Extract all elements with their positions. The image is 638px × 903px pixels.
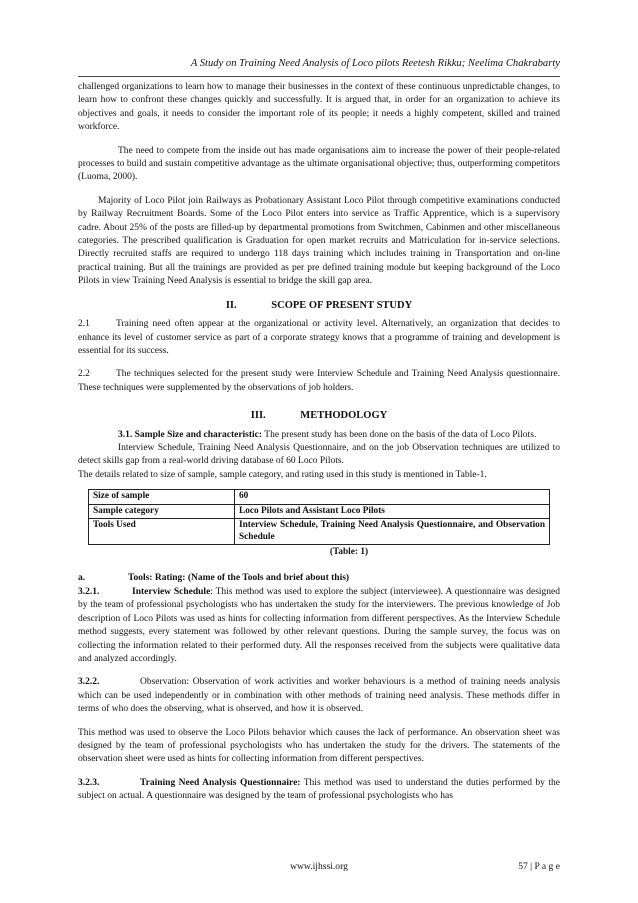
subsection-label: 3.2.2. xyxy=(78,677,100,688)
sample-table xyxy=(88,489,550,545)
table-cell-key: Sample category xyxy=(89,504,235,519)
table-row xyxy=(89,504,550,519)
footer-page-number: 57 | P a g e xyxy=(518,861,560,872)
paragraph-intro: challenged organizations to learn how to manage their businesses in the context of these continuous unpredictable changes, to learn how to confront these changes quickly and successfully. It is argued that, in order for an organization to achieve its objectives and goals, it needs to consider the important role of its people; it needs a highly competent, skilled and trained workforce. xyxy=(78,82,560,133)
tools-heading xyxy=(78,572,560,585)
subsection-text: This method was used to understand the duties performed by the subject on actual. A questionnaire was designed by the team of professional psychologists who has xyxy=(78,777,560,802)
tools-label: a. xyxy=(78,572,86,583)
item-text: Training need often appear at the organizational or activity level. Alternatively, an organization that decides to enhance its level of customer service as part of a corporate strategy knows that a programme of training and development is essential for its success. xyxy=(78,319,560,356)
subsection-title: Training Need Analysis Questionnaire: xyxy=(140,777,301,788)
methodology-tools-line: Interview Schedule, Training Need Analysis Questionnaire, and on the job Observation techniques are utilized to detect skills gap from a real-world driving database of 60 Loco Pilots. xyxy=(78,442,560,467)
subsection-title: Interview Schedule xyxy=(132,586,211,597)
item-text: The techniques selected for the present study were Interview Schedule and Training Need Analysis questionnaire. These techniques were supplemented by the observations of job holders. xyxy=(78,369,560,393)
subsection-3-1 xyxy=(78,429,560,442)
footer-website: www.ijhssi.org xyxy=(290,861,348,872)
running-header: A Study on Training Need Analysis of Loco pilots Reetesh Rikku; Neelima Chakrabarty xyxy=(190,58,560,69)
section-heading-methodology xyxy=(78,409,560,422)
subsection-text: The present study has been done on the basis of the data of Loco Pilots. xyxy=(262,429,537,440)
tools-title: Tools: Rating: (Name of the Tools and brief about this) xyxy=(128,572,350,583)
header-divider xyxy=(78,76,560,77)
subsection-label: 3.2.3. xyxy=(78,777,100,788)
section-heading-scope xyxy=(78,299,560,312)
subsection-3-2-3 xyxy=(78,777,560,804)
table-cell-value: Loco Pilots and Assistant Loco Pilots xyxy=(235,504,550,519)
table-cell-value: 60 xyxy=(235,490,550,505)
paragraph-loco-pilot: Majority of Loco Pilot join Railways as Probationary Assistant Loco Pilot through competitive examinations conducted by Railway Recruitment Boards. Some of the Loco Pilot enters into service as Traffic Apprentice, which is a supervisory cadre. About 25% of the posts are filled-up by departmental promotions from Switchmen, Cabinmen and other miscellaneous categories. The prescribed qualification is Graduation for open market recruits and Matriculation for in-service selections. Directly recruited staffs are required to undergo 118 days training which includes training in Transportation and on-line practical training. But all the trainings are provided as per pre defined training module but keeping background of the Loco Pilots in view Training Need Analysis is essential to bridge the skill gap area. xyxy=(78,195,560,287)
scope-item-2-1 xyxy=(78,318,560,358)
table-row xyxy=(89,519,550,545)
scope-item-2-2 xyxy=(78,368,560,395)
section-number: II. xyxy=(225,299,237,311)
subsection-3-2-2 xyxy=(78,676,560,716)
section-number: III. xyxy=(250,410,266,422)
table-cell-key: Tools Used xyxy=(89,519,235,545)
methodology-table-ref: The details related to size of sample, sample category, and rating used in this study is mentioned in Table-1. xyxy=(78,469,487,480)
table-row xyxy=(89,490,550,505)
item-label: 2.1 xyxy=(78,319,90,330)
table-caption: (Table: 1) xyxy=(329,547,369,558)
table-cell-key: Size of sample xyxy=(89,490,235,505)
item-label: 2.2 xyxy=(78,369,90,380)
subsection-text: Observation: Observation of work activities and worker behaviours is a method of training needs analysis which can be used independently or in combination with other methods of training need analysis. These methods differ in terms of who does the observing, what is observed, and how it is observed. xyxy=(78,677,560,715)
subsection-label: 3.1. Sample Size and characteristic: xyxy=(118,429,263,440)
section-title: METHODOLOGY xyxy=(300,410,388,422)
subsection-text: : This method was used to explore the subject (interviewee). A questionnaire was designed by the team of professional psychologists who has undertaken the study for the interviewers. The previous knowledge of Job description of Loco Pilots was used as hints for collecting information from different perspectives. As the Interview Schedule method suggests, every statement was followed by other relevant questions. During the sample survey, the focus was on collecting the information related to their performed duty. All the responses received from the subjects were qualitative data and analyzed accordingly. xyxy=(78,586,560,664)
section-title: SCOPE OF PRESENT STUDY xyxy=(271,299,413,311)
subsection-label: 3.2.1. xyxy=(78,586,100,597)
body-content xyxy=(78,81,560,814)
table-cell-value: Interview Schedule, Training Need Analysis Questionnaire, and Observation Schedule xyxy=(235,519,550,545)
paragraph-compete: The need to compete from the inside out has made organisations aim to increase the power of their people-related processes to build and sustain competitive advantage as the ultimate organisational objective; thus, outperforming competitors (Luoma, 2000). xyxy=(78,145,560,183)
subsection-3-2-1 xyxy=(78,586,560,666)
paragraph-observation: This method was used to observe the Loco Pilots behavior which causes the lack of performance. An observation sheet was designed by the team of professional psychologists who has undertaken the study for the drivers. The statements of the observation sheet were used as hints for collecting information from different perspectives. xyxy=(78,727,560,765)
